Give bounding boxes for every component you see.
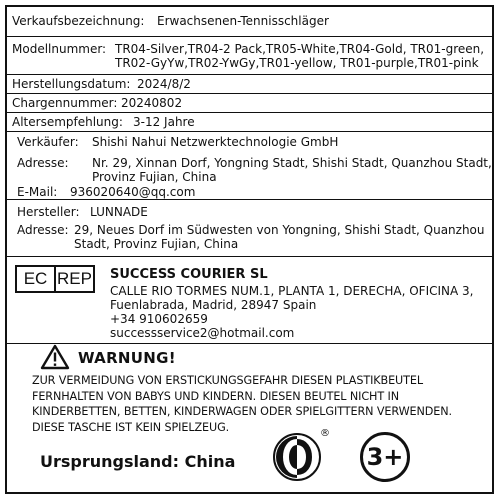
manufacturer-label: Hersteller:	[17, 205, 80, 219]
ec-rep-address-line-1: CALLE RIO TORMES NUM.1, PLANTA 1, DERECHA, OFICINA 3,	[110, 284, 474, 298]
production-date-value: 2024/8/2	[137, 77, 191, 91]
seller-name: Shishi Nahui Netzwerktechnologie GmbH	[92, 135, 339, 149]
sales-name-label: Verkaufsbezeichnung:	[12, 14, 145, 28]
registered-mark: ®	[320, 428, 330, 439]
seller-address-label: Adresse:	[17, 156, 69, 170]
warning-line-1: ZUR VERMEIDUNG VON ERSTICKUNGSGEFAHR DIESEN PLASTIKBEUTEL	[32, 374, 423, 387]
seller-email-value: 936020640@qq.com	[70, 185, 196, 199]
seller-address-line-2: Provinz Fujian, China	[92, 170, 217, 184]
age-row	[7, 113, 492, 132]
batch-label: Chargennummer:	[12, 96, 118, 110]
ec-rep-badge-left: EC	[17, 267, 56, 291]
age-label: Altersempfehlung:	[12, 115, 123, 129]
seller-section	[7, 132, 492, 200]
sales-name-value: Erwachsenen-Tennisschläger	[157, 14, 329, 28]
ec-rep-badge	[15, 265, 95, 293]
model-line-2: TR02-GyYw,TR02-YwGy,TR01-yellow, TR01-purple,TR01-pink	[115, 56, 479, 70]
model-line-1: TR04-Silver,TR04-2 Pack,TR05-White,TR04-Gold, TR01-green,	[115, 42, 485, 56]
manufacturer-address-line-2: Stadt, Provinz Fujian, China	[74, 237, 239, 251]
ec-rep-badge-right: REP	[57, 269, 92, 288]
ec-rep-email: successservice2@hotmail.com	[110, 326, 295, 340]
ec-rep-company: SUCCESS COURIER SL	[110, 267, 268, 282]
warning-line-4: DIESE TASCHE IST KEIN SPIELZEUG.	[32, 420, 230, 434]
ec-rep-address-line-2: Fuenlabrada, Madrid, 28947 Spain	[110, 298, 317, 312]
sales-name-row	[7, 7, 492, 37]
warning-title: WARNUNG!	[78, 349, 176, 367]
seller-address-line-1: Nr. 29, Xinnan Dorf, Yongning Stadt, Shishi Stadt, Quanzhou Stadt,	[92, 156, 492, 170]
green-dot-recycling-icon	[272, 432, 322, 482]
seller-email-label: E-Mail:	[17, 185, 58, 199]
age-3-plus-badge	[360, 432, 410, 482]
production-date-row	[7, 75, 492, 94]
batch-row	[7, 94, 492, 113]
ec-rep-phone: +34 910602659	[110, 312, 208, 326]
warning-triangle-icon	[40, 344, 70, 370]
batch-value: 20240802	[121, 96, 183, 110]
manufacturer-address-line-1: 29, Neues Dorf im Südwesten von Yongning, Shishi Stadt, Quanzhou	[74, 223, 485, 237]
age-3-plus-text: 3+	[366, 443, 404, 471]
age-value: 3-12 Jahre	[133, 115, 195, 129]
warning-text	[32, 373, 492, 435]
production-date-label: Herstellungsdatum:	[12, 77, 131, 91]
seller-label: Verkäufer:	[17, 135, 79, 149]
model-label: Modellnummer:	[12, 42, 107, 56]
manufacturer-address-label: Adresse:	[17, 223, 69, 237]
model-row	[7, 37, 492, 75]
warning-line-2: FERNHALTEN VON BABYS UND KINDERN. DIESEN BEUTEL NICHT IN	[32, 389, 400, 403]
manufacturer-name: LUNNADE	[90, 205, 148, 219]
warning-line-3: KINDERBETTEN, BETTEN, KINDERWAGEN ODER SPIELGITTERN VERWENDEN.	[32, 405, 452, 419]
country-of-origin: Ursprungsland: China	[40, 452, 236, 471]
manufacturer-section	[7, 200, 492, 257]
